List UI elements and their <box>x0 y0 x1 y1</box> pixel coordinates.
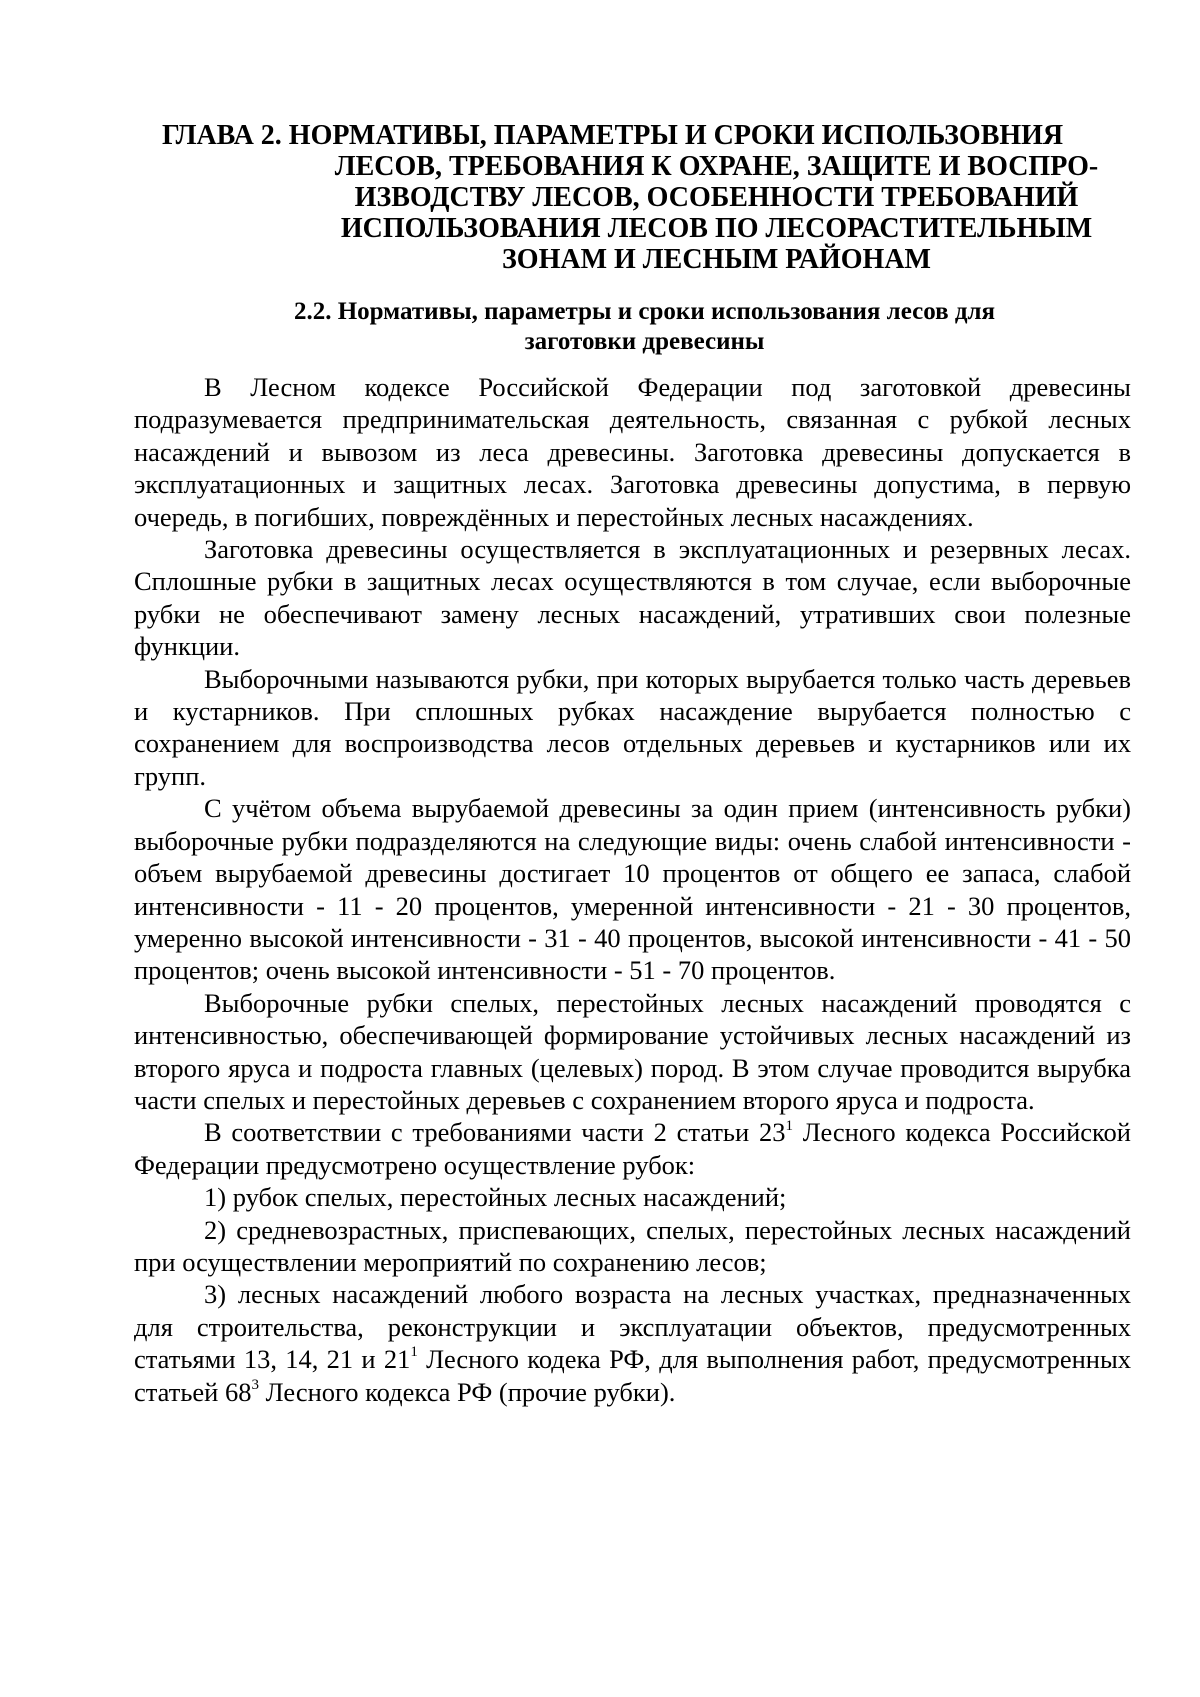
superscript: 3 <box>251 1376 259 1393</box>
chapter-title-line: ЗОНАМ И ЛЕСНЫМ РАЙОНАМ <box>502 244 931 275</box>
section-title-line: заготовки древесины <box>524 328 765 355</box>
document-page <box>134 120 1131 1408</box>
paragraph: Заготовка древесины осуществляется в эксплуатационных и резервных лесах. Сплошные рубки в защитных лесах осуществляются в том случае, если выборочные рубки не обеспечивают замену лесных насаждений, утративших свои полезные функции. <box>134 534 1131 662</box>
paragraph: В Лесном кодексе Российской Федерации под заготовкой древесины подразумевается предпринимательская деятельность, связанная с рубкой лесных насаждений и вывозом из леса древесины. Заготовка древесины допускается в эксплуатационных и защитных лесах. Заготовка древесины допустима, в первую очередь, в погибших, повреждённых и перестойных лесных насаждениях. <box>134 372 1131 532</box>
paragraph-text: Лесного кодекса Российской Федерации предусмотрено осуществление рубок: <box>134 1117 1131 1180</box>
section-title-line: 2.2. Нормативы, параметры и сроки использования лесов для <box>293 298 996 325</box>
list-item: 1) рубок спелых, перестойных лесных насаждений; <box>204 1182 787 1213</box>
paragraph: Выборочными называются рубки, при которых вырубается только часть деревьев и кустарников. При сплошных рубках насаждение вырубается полностью с сохранением для воспроизводства лесов отдельных деревьев и кустарников или их групп. <box>134 663 1131 791</box>
list-item-text: Лесного кодекса РФ (прочие рубки). <box>258 1376 676 1407</box>
paragraph: Выборочные рубки спелых, перестойных лесных насаждений проводятся с интенсивностью, обеспечивающей формирование устойчивых лесных насаждений из второго яруса и подроста главных (целевых) пород. В этом случае проводится вырубка части спелых и перестойных деревьев с сохранением второго яруса и подроста. <box>134 987 1131 1115</box>
superscript: 1 <box>785 1117 793 1134</box>
chapter-title-line: ГЛАВА 2. НОРМАТИВЫ, ПАРАМЕТРЫ И СРОКИ ИСПОЛЬЗОВНИЯ <box>162 120 1064 151</box>
list-item-text: Лесного кодека РФ, для выполнения работ, предусмотренных статьей 68 <box>134 1344 1131 1407</box>
chapter-title <box>134 120 1131 275</box>
paragraph: С учётом объема вырубаемой древесины за один прием (интенсивность рубки) выборочные рубки подразделяются на следующие виды: очень слабой интенсивности - объем вырубаемой древесины достигает 10 процентов от общего ее запаса, слабой интенсивности - 11 - 20 процентов, умеренной интенсивности - 21 - 30 процентов, умеренно высокой интенсивности - 31 - 40 процентов, высокой интенсивности - 41 - 50 процентов; очень высокой интенсивности - 51 - 70 процентов. <box>134 793 1131 986</box>
superscript: 1 <box>410 1344 418 1361</box>
paragraph <box>134 1116 1131 1181</box>
list-item: 2) средневозрастных, приспевающих, спелых, перестойных лесных насаждений при осуществлении мероприятий по сохранению лесов; <box>134 1214 1131 1277</box>
chapter-title-line: ЛЕСОВ, ТРЕБОВАНИЯ К ОХРАНЕ, ЗАЩИТЕ И ВОСПРО- <box>334 151 1099 182</box>
body-text <box>134 371 1131 1408</box>
chapter-title-line: ИЗВОДСТВУ ЛЕСОВ, ОСОБЕННОСТИ ТРЕБОВАНИЙ <box>354 182 1079 213</box>
section-title <box>134 297 1131 357</box>
paragraph-text: В соответствии с требованиями части 2 статьи 23 <box>204 1117 786 1148</box>
list-item <box>134 1278 1131 1408</box>
list-item-text: 3) лесных насаждений любого возраста на лесных участках, предназначенных для строительства, реконструкции и эксплуатации объектов, предусмотренных статьями 13, 14, 21 и 21 <box>134 1279 1131 1375</box>
chapter-title-line: ИСПОЛЬЗОВАНИЯ ЛЕСОВ ПО ЛЕСОРАСТИТЕЛЬНЫМ <box>340 213 1093 244</box>
